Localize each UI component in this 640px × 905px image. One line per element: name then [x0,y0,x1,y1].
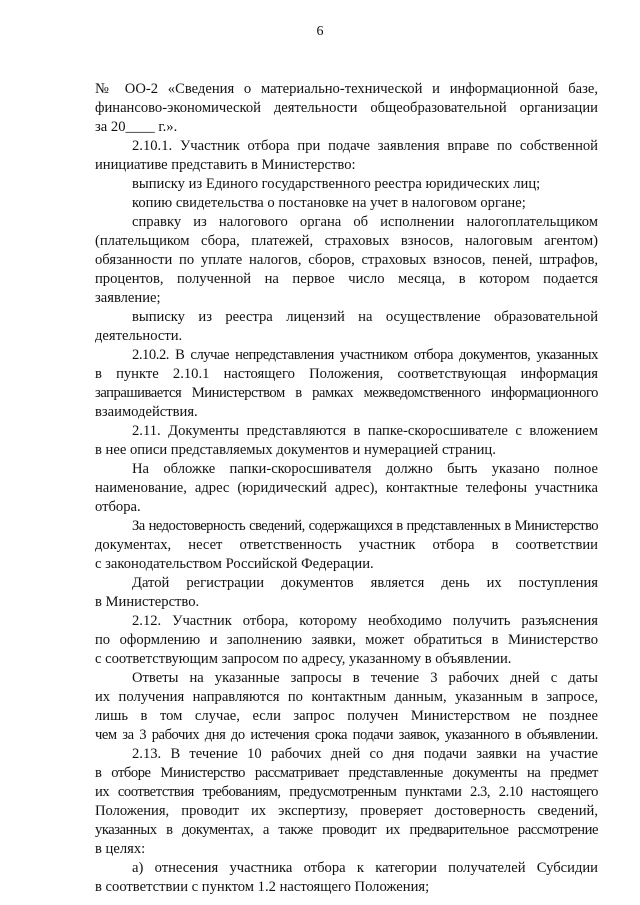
text-line: 2.12. Участник отбора, которому необходимо получить разъяснения [132,613,598,629]
text-line: их получения направляются по контактным данным, указанным в запросе, [95,689,598,705]
text-line: Положения, проводит их экспертизу, проверяет достоверность сведений, [95,803,598,819]
text-line: документах, несет ответственность участник отбора в соответствии [95,537,598,553]
text-line: запрашивается Министерством в рамках межведомственного информационного [95,385,598,401]
text-line: выписку из реестра лицензий на осуществление образовательной [132,309,598,325]
text-line: лишь в том случае, если запрос получен Министерством не позднее [95,708,598,724]
text-line: Датой регистрации документов является день их поступления [132,575,598,591]
text-line: справку из налогового органа об исполнении налогоплательщиком [132,214,598,230]
text-line: финансово-экономической деятельности общеобразовательной организации [95,100,598,116]
text-line: по оформлению и заполнению заявки, может обратиться в Министерство [95,632,598,648]
text-line: в нее описи представляемых документов и нумерацией страниц. [95,442,496,458]
text-line: выписку из Единого государственного реестра юридических лиц; [132,176,541,192]
text-line: наименование, адрес (юридический адрес), контактные телефоны участника [95,480,598,496]
text-line: указанных в документах, а также проводит их предварительное рассмотрение [95,822,598,838]
text-line: 2.10.2. В случае непредставления участником отбора документов, указанных [132,347,598,363]
text-line: взаимодействия. [95,404,198,420]
text-line: отбора. [95,499,141,515]
text-line: в пункте 2.10.1 настоящего Положения, соответствующая информация [95,366,598,382]
text-line: (плательщиком сбора, платежей, страховых взносов, налоговым агентом) [95,233,598,249]
text-line: за 20____ г.». [95,119,178,135]
document-body [95,80,598,897]
text-line: 2.10.1. Участник отбора при подаче заявления вправе по собственной [132,138,598,154]
text-line: копию свидетельства о постановке на учет в налоговом органе; [132,195,526,211]
text-line: За недостоверность сведений, содержащихся в представленных в Министерство [132,518,598,534]
text-line: На обложке папки-скоросшивателя должно быть указано полное [132,461,598,477]
text-line: инициативе представить в Министерство: [95,157,356,173]
text-line: чем за 3 рабочих дня до истечения срока подачи заявок, указанного в объявлении. [95,727,598,743]
text-line: с законодательством Российской Федерации. [95,556,374,572]
text-line: в отборе Министерство рассматривает представленные документы на предмет [95,765,598,781]
page-number: 6 [316,24,324,39]
text-line: обязанности по уплате налогов, сборов, страховых взносов, пеней, штрафов, [95,252,598,268]
text-line: 2.11. Документы представляются в папке-скоросшивателе с вложением [132,423,598,439]
text-line: в целях: [95,841,146,857]
text-line: их соответствия требованиям, предусмотренным пунктами 2.3, 2.10 настоящего [95,784,598,800]
text-line: а) отнесения участника отбора к категории получателей Субсидии [132,860,598,876]
text-line: заявление; [95,290,161,306]
text-line: с соответствующим запросом по адресу, указанному в объявлении. [95,651,512,667]
text-line: процентов, полученной на первое число месяца, в котором подается [95,271,598,287]
text-line: № ОО-2 «Сведения о материально-технической и информационной базе, [95,81,598,97]
text-line: Ответы на указанные запросы в течение 3 рабочих дней с даты [132,670,598,686]
text-line: 2.13. В течение 10 рабочих дней со дня подачи заявки на участие [132,746,598,762]
text-line: в соответствии с пунктом 1.2 настоящего Положения; [95,879,430,895]
text-line: в Министерство. [95,594,200,610]
text-line: деятельности. [95,328,183,344]
